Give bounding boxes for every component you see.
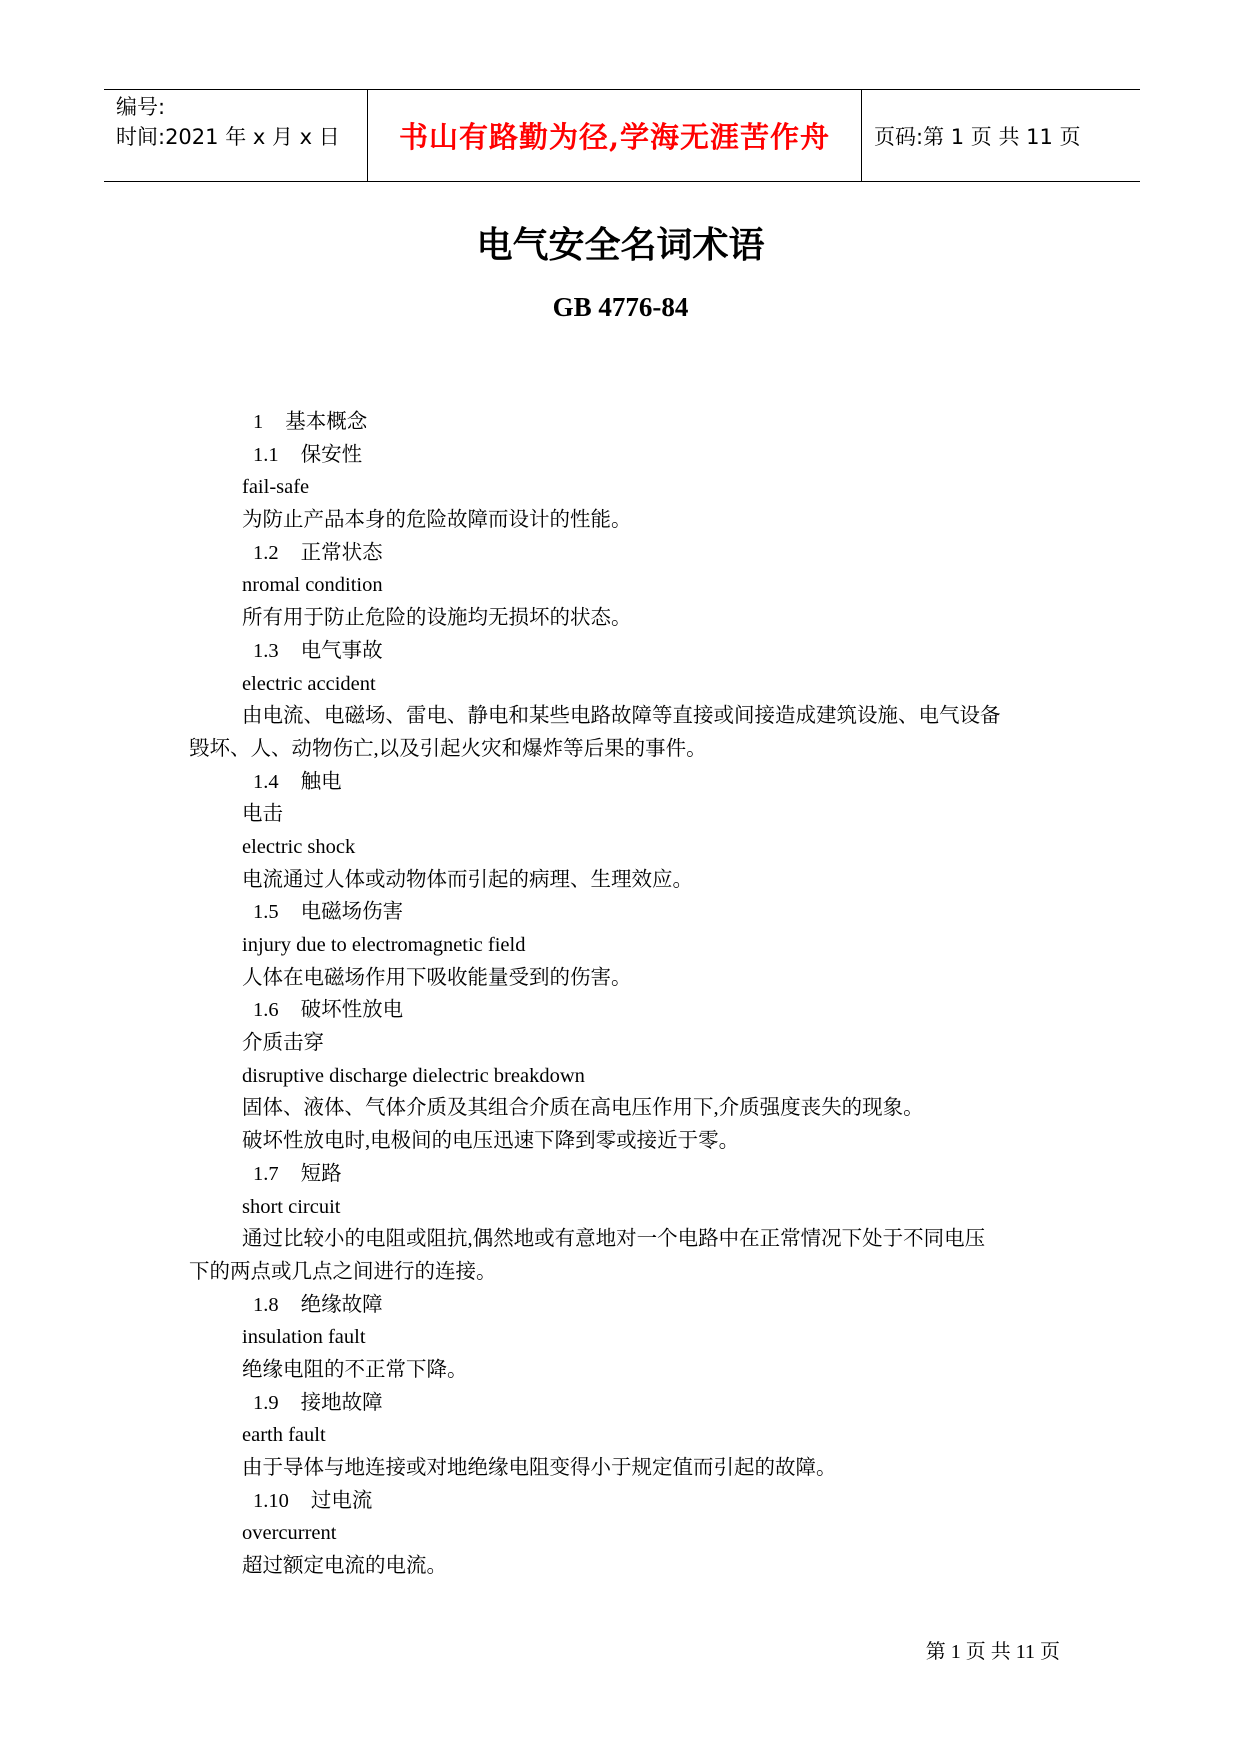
english-term: disruptive discharge dielectric breakdown	[242, 1064, 585, 1087]
header-motto-cell	[368, 90, 862, 181]
section-heading	[189, 439, 1069, 472]
definition-text: 为防止产品本身的危险故障而设计的性能。	[242, 509, 632, 532]
section-number: 1	[253, 411, 264, 433]
document-title: 电气安全名词术语	[476, 224, 765, 266]
header-page-info: 页码:第 1 页 共 11 页	[874, 124, 1081, 149]
section-number: 1.7	[253, 1162, 279, 1185]
definition-text: 绝缘电阻的不正常下降。	[242, 1358, 468, 1381]
english-term: nromal condition	[242, 574, 383, 597]
definition-text: 电击	[242, 803, 283, 826]
definition-text: 人体在电磁场作用下吸收能量受到的伤害。	[242, 966, 632, 989]
section-number: 1.5	[253, 901, 279, 924]
english-term: short circuit	[242, 1195, 341, 1218]
document-body	[189, 406, 1069, 1583]
header-meta-cell	[104, 90, 368, 181]
english-term: electric shock	[242, 835, 356, 858]
time-label: 时间:2021 年 x 月 x 日	[116, 125, 340, 149]
section-number: 1.3	[253, 639, 279, 662]
english-term: electric accident	[242, 672, 376, 695]
page-header	[104, 89, 1140, 182]
definition-text: 由电流、电磁场、雷电、静电和某些电路故障等直接或间接造成建筑设施、电气设备	[242, 705, 1001, 728]
english-term: overcurrent	[242, 1522, 337, 1545]
section-heading	[189, 1387, 1069, 1420]
serial-label: 编号:	[116, 95, 166, 119]
motto-text: 书山有路勤为径,学海无涯苦作舟	[398, 120, 831, 154]
definition-continuation: 下的两点或几点之间进行的连接。	[189, 1260, 497, 1283]
section-title: 保安性	[300, 443, 363, 466]
section-heading	[189, 994, 1069, 1027]
definition-text: 由于导体与地连接或对地绝缘电阻变得小于规定值而引起的故障。	[242, 1457, 837, 1479]
section-number: 1.1	[253, 443, 279, 466]
definition-text: 固体、液体、气体介质及其组合介质在高电压作用下,介质强度丧失的现象。	[242, 1097, 924, 1120]
english-term: insulation fault	[242, 1326, 366, 1349]
english-term: fail-safe	[242, 476, 310, 499]
definition-text: 通过比较小的电阻或阻抗,偶然地或有意地对一个电路中在正常情况下处于不同电压	[242, 1228, 986, 1251]
section-heading	[189, 537, 1069, 570]
definition-text: 超过额定电流的电流。	[242, 1555, 447, 1578]
english-term: earth fault	[242, 1424, 326, 1447]
section-title: 短路	[300, 1162, 342, 1185]
section-title: 电磁场伤害	[300, 901, 404, 924]
definition-text: 电流通过人体或动物体而引起的病理、生理效应。	[242, 868, 693, 891]
standard-code: GB 4776-84	[552, 292, 689, 322]
section-heading	[189, 1289, 1069, 1322]
section-heading	[189, 406, 1069, 439]
section-title: 过电流	[310, 1489, 373, 1512]
section-title: 电气事故	[300, 639, 383, 662]
section-title: 绝缘故障	[300, 1293, 383, 1316]
section-title: 基本概念	[285, 411, 368, 433]
section-number: 1.9	[253, 1391, 279, 1414]
definition-text: 介质击穿	[242, 1032, 324, 1055]
section-title: 破坏性放电	[300, 999, 404, 1022]
section-number: 1.8	[253, 1293, 279, 1316]
section-heading	[189, 896, 1069, 929]
section-number: 1.10	[253, 1489, 289, 1512]
section-heading	[189, 1485, 1069, 1518]
section-title: 接地故障	[300, 1391, 383, 1414]
definition-text: 破坏性放电时,电极间的电压迅速下降到零或接近于零。	[242, 1130, 740, 1153]
section-heading	[189, 635, 1069, 668]
section-number: 1.6	[253, 999, 279, 1022]
definition-text: 所有用于防止危险的设施均无损坏的状态。	[242, 607, 632, 630]
section-heading	[189, 766, 1069, 799]
header-page-cell	[862, 90, 1140, 181]
english-term: injury due to electromagnetic field	[242, 934, 526, 956]
section-number: 1.2	[253, 541, 279, 564]
definition-continuation: 毁坏、人、动物伤亡,以及引起火灾和爆炸等后果的事件。	[189, 737, 707, 760]
page-footer: 第 1 页 共 11 页	[925, 1641, 1060, 1663]
section-heading	[189, 1158, 1069, 1191]
section-title: 触电	[300, 770, 342, 793]
section-title: 正常状态	[300, 541, 383, 564]
section-number: 1.4	[253, 770, 279, 793]
